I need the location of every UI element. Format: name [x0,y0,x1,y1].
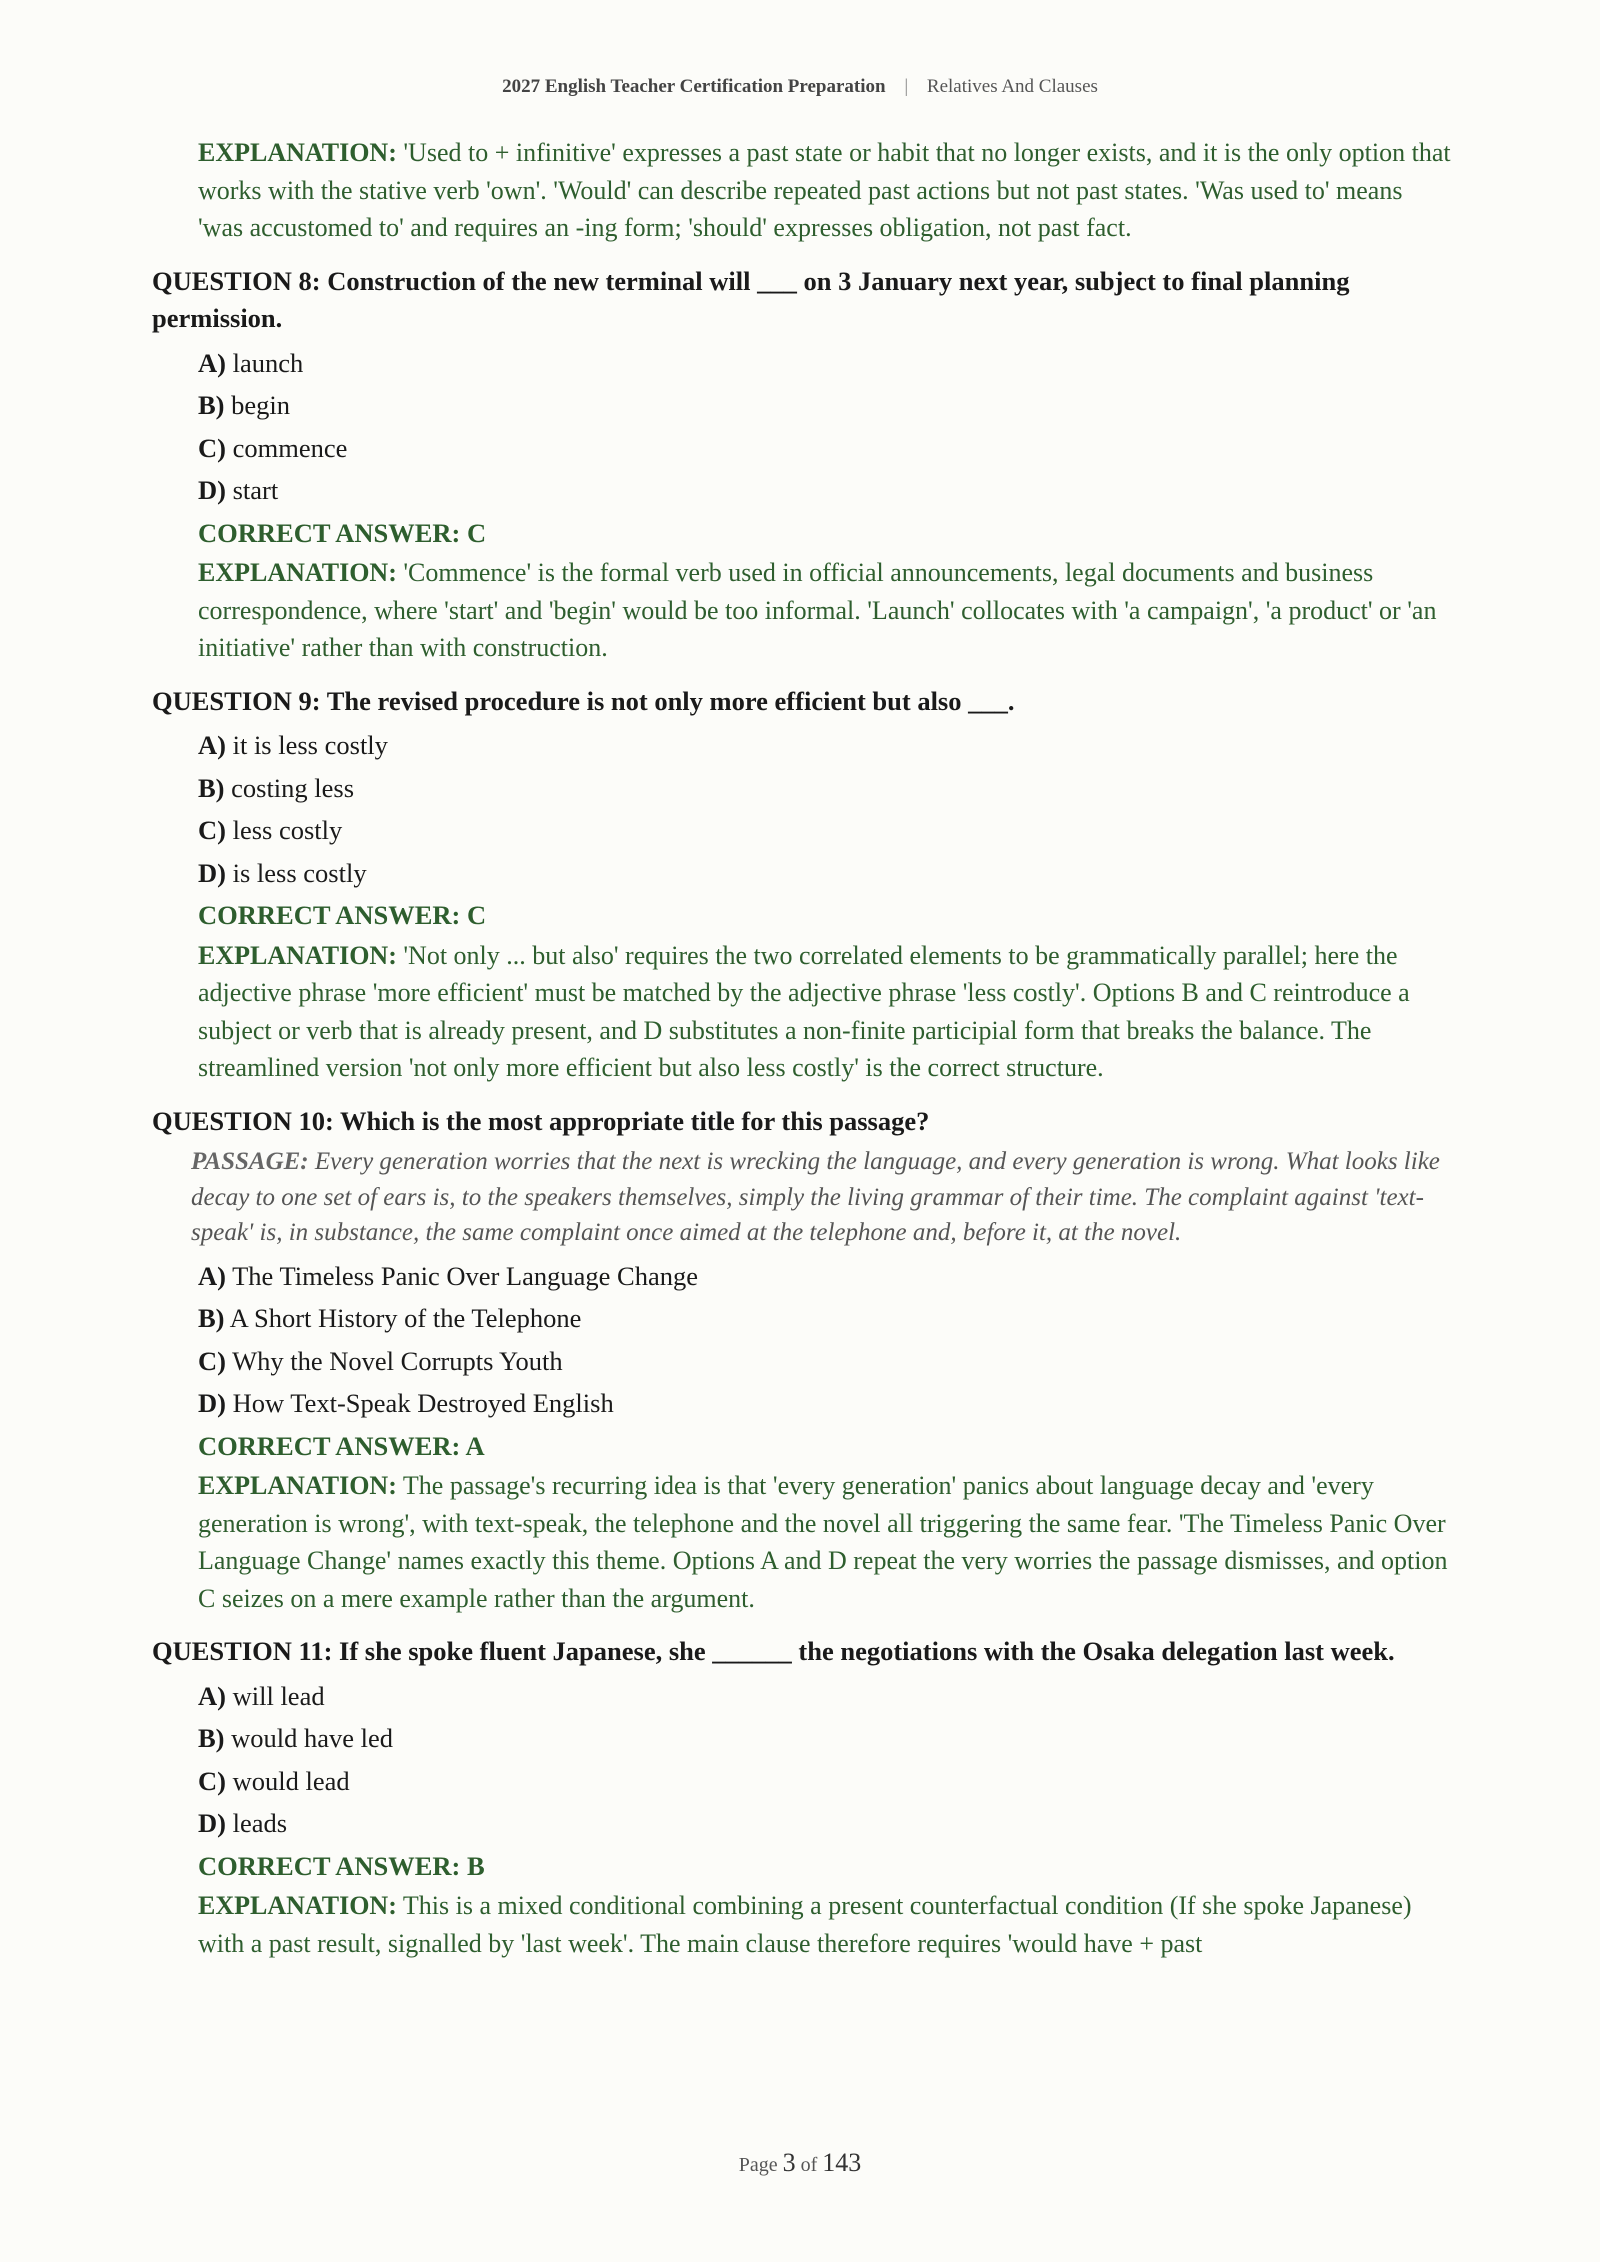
question-heading: QUESTION 10: Which is the most appropriate title for this passage? [152,1105,930,1136]
explanation-text: This is a mixed conditional combining a present counterfactual condition (If she spoke Japanese) with a past result, signalled by 'last week'. The main clause therefore requires 'would have + past [198,1891,1412,1958]
option-key: A) [198,730,226,760]
option-key: B) [198,772,225,803]
explanation-block [198,1467,1452,1617]
option-list [198,1675,1452,1845]
page-word: Page [738,2154,778,2176]
explanation-block [198,134,1452,247]
total-pages: 143 [822,2148,862,2177]
option-b [198,1297,1452,1340]
option-key: A) [198,1260,226,1291]
explanation-label: EXPLANATION: [198,138,397,167]
explanation-label: EXPLANATION: [198,1471,397,1500]
option-key: D) [198,475,226,505]
option-text: A Short History of the Telephone [229,1303,582,1333]
option-text: The Timeless Panic Over Language Change [232,1260,698,1291]
explanation-text: 'Used to + infinitive' expresses a past state or habit that no longer exists, and it is the only option that works with the stative verb 'own'. 'Would' can describe repeated past actions but not past states. 'Was used to' means 'was accustomed to' and requires an -ing form; 'should' expresses obligation, not past fact. [198,138,1451,242]
option-text: will lead [232,1680,325,1711]
option-c [198,809,1452,852]
option-c [198,1760,1452,1803]
option-text: start [232,475,279,505]
passage-label: PASSAGE: [191,1148,309,1175]
question-8 [152,263,1452,667]
page-number: 3 [782,2148,796,2177]
explanation-text: The passage's recurring idea is that 'every generation' panics about language decay and 'every generation is wrong', with text-speak, the telephone and the novel all triggering the same fear. 'The Timeless Panic Over Language Change' names exactly this theme. Options A and D repeat the very worries the passage dismisses, and option C seizes on a mere example rather than the argument. [198,1471,1448,1613]
explanation-text: 'Not only ... but also' requires the two correlated elements to be grammatically parallel; here the adjective phrase 'more efficient' must be matched by the adjective phrase 'less costly'. Options B and C reintroduce a subject or verb that is already present, and D substitutes a non-finite participial form that breaks the balance. The streamlined version 'not only more efficient but also less costly' is the correct structure. [198,940,1410,1082]
option-list [198,724,1452,894]
passage-text: Every generation worries that the next is wrecking the language, and every generation is wrong. What looks like decay to one set of ears is, to the speakers themselves, simply the living grammar of their time. The complaint against 'text-speak' is, in substance, the same complaint once aimed at the telephone and, before it, at the novel. [191,1148,1440,1246]
option-b [198,767,1452,810]
option-a [198,724,1452,767]
page-footer [0,2148,1600,2178]
option-text: would lead [232,1765,350,1796]
explanation-label: EXPLANATION: [198,558,397,587]
option-key: C) [198,432,226,463]
option-key: B) [198,1723,225,1753]
document-title: 2027 English Teacher Certification Preparation [502,76,886,97]
option-b [198,384,1452,427]
option-text: is less costly [232,857,367,888]
reading-passage [191,1144,1452,1251]
header-separator: | [904,76,909,97]
option-key: A) [198,347,226,378]
page-header [0,76,1600,98]
section-title: Relatives And Clauses [926,76,1098,97]
question-9 [152,683,1452,1087]
option-c [198,1340,1452,1383]
option-key: D) [198,857,226,888]
option-key: C) [198,1765,226,1796]
option-key: D) [198,1388,226,1418]
page-content [152,134,1452,1962]
option-d [198,1802,1452,1845]
option-list [198,342,1452,512]
option-text: Why the Novel Corrupts Youth [232,1345,563,1376]
correct-answer: CORRECT ANSWER: A [198,1430,485,1461]
option-text: less costly [232,815,343,845]
option-d [198,469,1452,512]
option-key: B) [198,390,225,420]
option-text: launch [232,347,304,378]
explanation-label: EXPLANATION: [198,1891,397,1920]
option-c [198,427,1452,470]
option-key: A) [198,1680,226,1711]
option-text: leads [232,1808,288,1838]
option-a [198,1255,1452,1298]
option-b [198,1717,1452,1760]
option-key: D) [198,1808,226,1838]
option-a [198,342,1452,385]
option-a [198,1675,1452,1718]
question-10 [152,1103,1452,1618]
option-d [198,1382,1452,1425]
correct-answer: CORRECT ANSWER: C [198,517,487,548]
of-word: of [800,2154,818,2176]
explanation-label: EXPLANATION: [198,940,397,970]
option-text: it is less costly [232,730,388,760]
correct-answer: CORRECT ANSWER: B [198,1850,485,1881]
question-heading: QUESTION 11: If she spoke fluent Japanese, she ______ the negotiations with the Osaka delegation last week. [152,1636,1395,1666]
question-11 [152,1633,1452,1962]
explanation-block [198,937,1452,1087]
explanation-text: 'Commence' is the formal verb used in official announcements, legal documents and business correspondence, where 'start' and 'begin' would be too informal. 'Launch' collocates with 'a campaign', 'a product' or 'an initiative' rather than with construction. [198,558,1437,662]
option-text: would have led [231,1723,394,1753]
option-key: C) [198,815,226,845]
question-heading: QUESTION 8: Construction of the new terminal will ___ on 3 January next year, subject to final planning permission. [152,265,1350,333]
correct-answer: CORRECT ANSWER: C [198,900,487,930]
option-text: costing less [231,772,355,803]
option-text: How Text-Speak Destroyed English [232,1388,614,1418]
explanation-block [198,1887,1452,1962]
option-d [198,852,1452,895]
question-heading: QUESTION 9: The revised procedure is not only more efficient but also ___. [152,685,1015,716]
option-key: B) [198,1303,225,1333]
option-list [198,1255,1452,1425]
option-text: begin [231,390,290,420]
explanation-block [198,554,1452,667]
option-key: C) [198,1345,226,1376]
option-text: commence [232,432,348,463]
